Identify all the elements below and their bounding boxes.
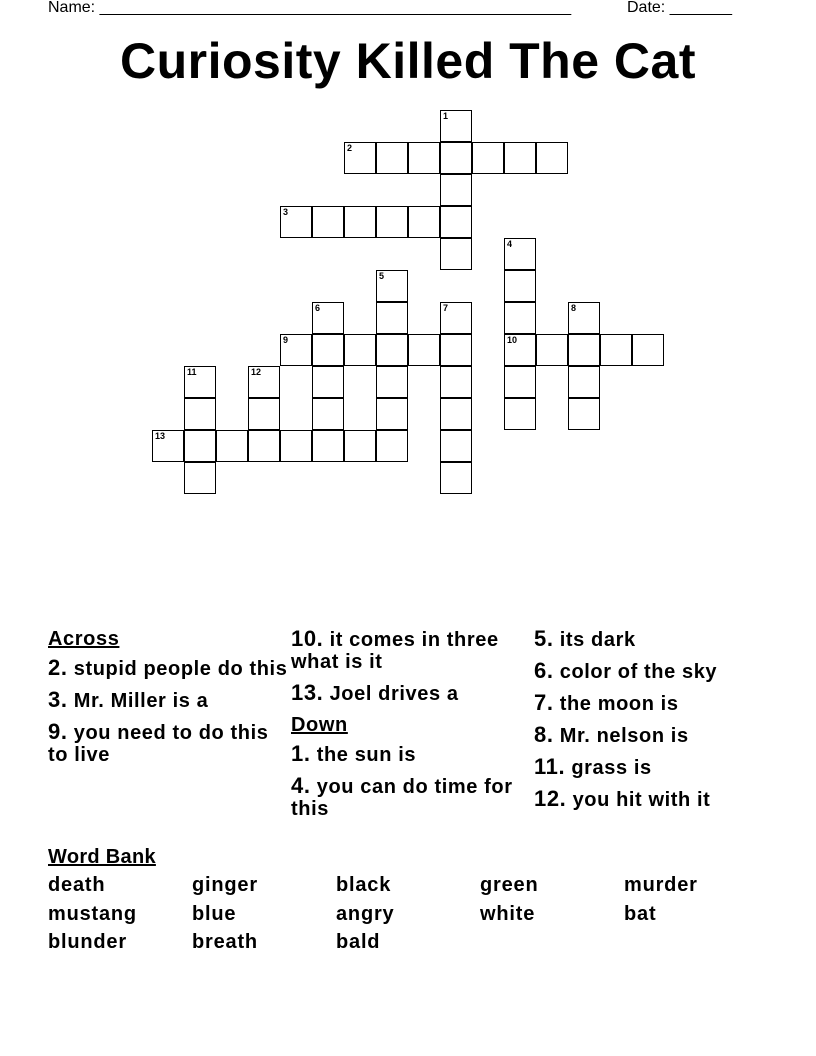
word-bank-item: murder <box>624 874 698 896</box>
grid-cell[interactable] <box>632 334 664 366</box>
grid-cell[interactable] <box>568 398 600 430</box>
grid-cell[interactable] <box>504 142 536 174</box>
clue-across-3: 3. Mr. Miller is a <box>48 687 209 712</box>
grid-cell[interactable] <box>440 302 472 334</box>
clue-column-3 <box>534 628 774 820</box>
cell-number: 12 <box>251 367 262 377</box>
grid-cell[interactable] <box>504 238 536 270</box>
cell-number: 3 <box>283 207 289 217</box>
word-bank-item: angry <box>336 902 395 925</box>
word-bank-item: bat <box>624 902 657 925</box>
word-bank-item: mustang <box>48 902 137 925</box>
grid-cell[interactable] <box>280 206 312 238</box>
cell-number: 4 <box>507 239 513 249</box>
grid-cell[interactable] <box>600 334 632 366</box>
word-bank-item: ginger <box>192 874 258 896</box>
grid-cell[interactable] <box>504 334 536 366</box>
clue-down-12: 12. you hit with it <box>534 786 711 811</box>
grid-cell[interactable] <box>216 430 248 462</box>
grid-cell[interactable] <box>184 366 216 398</box>
grid-cell[interactable] <box>344 206 376 238</box>
cell-number: 5 <box>379 271 385 281</box>
clue-across-2: 2. stupid people do this <box>48 655 288 680</box>
grid-cell[interactable] <box>376 366 408 398</box>
name-field: Name: _____________________________________________________ <box>48 0 572 16</box>
grid-cell[interactable] <box>440 238 472 270</box>
word-bank-item: blue <box>192 902 237 925</box>
grid-cell[interactable] <box>504 398 536 430</box>
word-bank-item: black <box>336 874 392 896</box>
clue-down-8: 8. Mr. nelson is <box>534 722 689 747</box>
grid-cell[interactable] <box>568 366 600 398</box>
cell-number: 7 <box>443 303 449 313</box>
page-title: Curiosity Killed The Cat <box>120 33 696 89</box>
cell-number: 2 <box>347 143 353 153</box>
clue-across-10: 10. it comes in three what is it <box>291 626 499 673</box>
grid-cell[interactable] <box>184 430 216 462</box>
grid-cell[interactable] <box>376 270 408 302</box>
grid-cell[interactable] <box>376 334 408 366</box>
word-bank-item: green <box>480 874 539 896</box>
grid-cell[interactable] <box>376 398 408 430</box>
word-bank-item: white <box>480 902 536 925</box>
cell-number: 8 <box>571 303 577 313</box>
clue-down-11: 11. grass is <box>534 754 652 779</box>
grid-cell[interactable] <box>344 430 376 462</box>
grid-cell[interactable] <box>504 366 536 398</box>
grid-cell[interactable] <box>440 110 472 142</box>
grid-cell[interactable] <box>248 366 280 398</box>
clue-across-9: 9. you need to do this to live <box>48 719 269 766</box>
date-field: Date: _______ <box>627 0 732 16</box>
grid-cell[interactable] <box>344 142 376 174</box>
grid-cell[interactable] <box>440 206 472 238</box>
grid-cell[interactable] <box>312 206 344 238</box>
down-heading: Down <box>291 714 348 736</box>
grid-cell[interactable] <box>408 142 440 174</box>
cell-number: 9 <box>283 335 289 345</box>
clue-down-1: 1. the sun is <box>291 741 417 766</box>
grid-cell[interactable] <box>504 270 536 302</box>
clue-column-2 <box>291 628 531 829</box>
grid-cell[interactable] <box>184 462 216 494</box>
grid-cell[interactable] <box>312 430 344 462</box>
grid-cell[interactable] <box>248 398 280 430</box>
grid-cell[interactable] <box>312 302 344 334</box>
crossword-grid <box>0 0 816 520</box>
clue-down-7: 7. the moon is <box>534 690 679 715</box>
grid-cell[interactable] <box>440 398 472 430</box>
across-heading: Across <box>48 628 120 650</box>
cell-number: 1 <box>443 111 449 121</box>
clue-across-13: 13. Joel drives a <box>291 680 459 705</box>
grid-cell[interactable] <box>472 142 504 174</box>
grid-cell[interactable] <box>408 334 440 366</box>
grid-cell[interactable] <box>376 302 408 334</box>
grid-cell[interactable] <box>504 302 536 334</box>
clue-down-6: 6. color of the sky <box>534 658 718 683</box>
clue-column-1 <box>48 628 288 775</box>
cell-number: 11 <box>187 367 197 377</box>
clue-down-4: 4. you can do time for this <box>291 773 513 820</box>
grid-cell[interactable] <box>376 206 408 238</box>
word-bank-item: blunder <box>48 931 127 953</box>
grid-cell[interactable] <box>280 334 312 366</box>
grid-cell[interactable] <box>376 430 408 462</box>
grid-cell[interactable] <box>568 302 600 334</box>
clue-down-5: 5. its dark <box>534 626 636 651</box>
cell-number: 13 <box>155 431 166 441</box>
word-bank-heading: Word Bank <box>48 846 156 868</box>
cell-number: 10 <box>507 335 518 345</box>
grid-cell[interactable] <box>440 462 472 494</box>
grid-cell[interactable] <box>440 334 472 366</box>
word-bank-item: death <box>48 874 106 896</box>
word-bank-item: bald <box>336 931 381 953</box>
grid-cell[interactable] <box>568 334 600 366</box>
grid-cell[interactable] <box>344 334 376 366</box>
grid-cell[interactable] <box>312 398 344 430</box>
word-bank-item: breath <box>192 931 258 953</box>
grid-cell[interactable] <box>440 430 472 462</box>
grid-cell[interactable] <box>440 174 472 206</box>
grid-cell[interactable] <box>184 398 216 430</box>
grid-cell[interactable] <box>248 430 280 462</box>
grid-cell[interactable] <box>376 142 408 174</box>
grid-cell[interactable] <box>280 430 312 462</box>
grid-cell[interactable] <box>536 334 568 366</box>
grid-cell[interactable] <box>312 334 344 366</box>
cell-number: 6 <box>315 303 321 313</box>
grid-cell[interactable] <box>408 206 440 238</box>
grid-cell[interactable] <box>536 142 568 174</box>
grid-cell[interactable] <box>152 430 184 462</box>
grid-cell[interactable] <box>440 142 472 174</box>
grid-cell[interactable] <box>312 366 344 398</box>
grid-cell[interactable] <box>440 366 472 398</box>
